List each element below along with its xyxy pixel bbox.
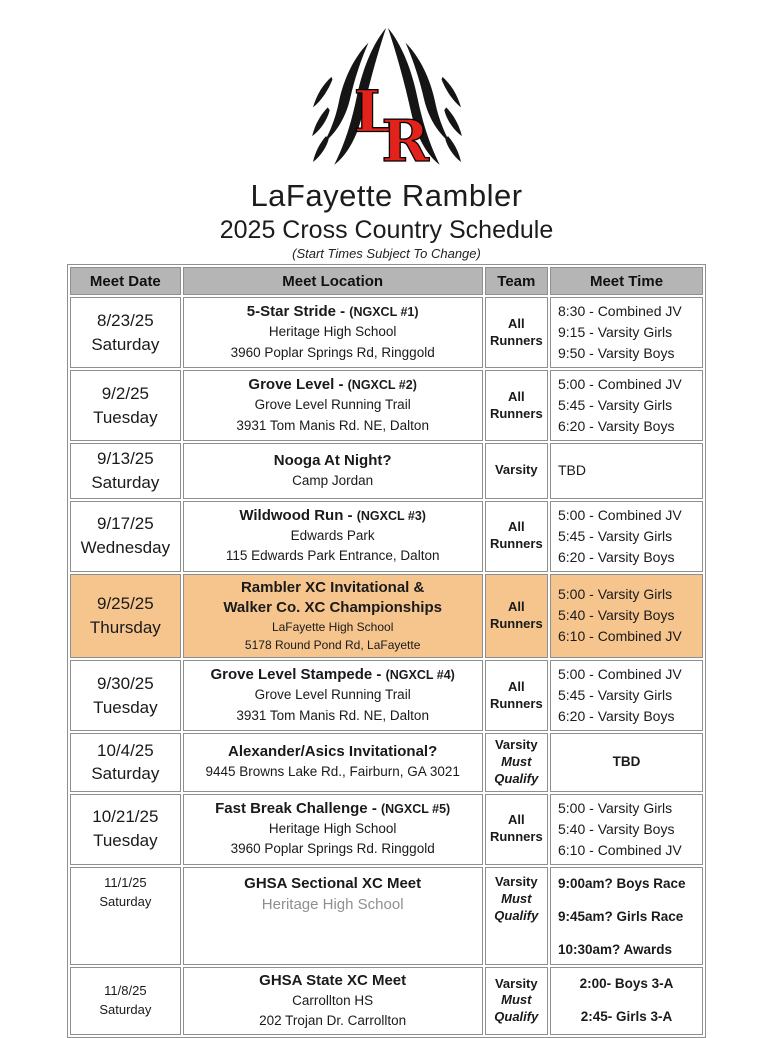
team-cell — [485, 733, 548, 792]
schedule-page — [0, 26, 773, 1029]
meet-date-cell — [70, 370, 181, 441]
table-row — [70, 297, 703, 368]
meet-location-cell — [183, 967, 483, 1036]
meet-time-cell — [550, 297, 703, 368]
header-meet-time: Meet Time — [550, 267, 703, 295]
meet-venue: Heritage High School — [261, 896, 404, 914]
meet-title: Rambler XC Invitational & — [240, 578, 425, 596]
team-label: All Runners — [489, 388, 543, 421]
meet-date-cell — [70, 501, 181, 572]
team-cell — [485, 297, 548, 368]
time-line: 6:10 - Combined JV — [558, 628, 682, 645]
meet-day: Tuesday — [93, 697, 158, 717]
meet-location-cell — [183, 370, 483, 441]
team-label: All Runners — [489, 678, 543, 711]
page-title: LaFayette Rambler — [250, 178, 523, 213]
meet-venue: Grove Level Running Trail — [254, 397, 411, 413]
meet-address: 3931 Tom Manis Rd. NE, Dalton — [236, 417, 429, 433]
header-meet-date: Meet Date — [70, 267, 181, 295]
meet-day: Tuesday — [93, 831, 158, 851]
meet-address: 9445 Browns Lake Rd., Fairburn, GA 3021 — [205, 764, 460, 780]
meet-date: 9/30/25 — [96, 673, 154, 693]
team-cell — [485, 443, 548, 499]
meet-location-cell — [183, 297, 483, 368]
meet-date-cell — [70, 574, 181, 659]
meet-venue: Camp Jordan — [292, 472, 374, 488]
team-cell — [485, 794, 548, 865]
meet-date: 8/23/25 — [96, 310, 154, 330]
time-line: 5:00 - Combined JV — [558, 376, 682, 392]
page-subtitle: 2025 Cross Country Schedule — [219, 216, 554, 244]
meet-address: 3960 Poplar Springs Rd. Ringgold — [230, 841, 435, 857]
meet-date-cell — [70, 867, 181, 965]
meet-day: Saturday — [91, 472, 160, 492]
logo-letter-r: R — [380, 107, 429, 174]
time-line: 6:20 - Varsity Boys — [558, 418, 675, 434]
meet-date: 11/8/25 — [104, 983, 147, 999]
meet-time-cell — [550, 967, 703, 1036]
meet-title: Wildwood Run - — [239, 506, 353, 524]
meet-location-cell — [183, 501, 483, 572]
header-team: Team — [485, 267, 548, 295]
meet-date-cell — [70, 733, 181, 792]
meet-title: GHSA State XC Meet — [259, 971, 407, 989]
time-line: 10:30am? Awards — [558, 942, 673, 958]
time-line: 5:00 - Varsity Girls — [558, 586, 673, 603]
table-row-highlighted — [70, 574, 703, 659]
meet-day: Saturday — [91, 334, 160, 354]
team-cell — [485, 660, 548, 731]
time-line: 2:45- Girls 3-A — [580, 1009, 673, 1025]
meet-time-cell — [550, 574, 703, 659]
meet-location-cell — [183, 574, 483, 659]
meet-tag: (NGXCL #5) — [380, 801, 451, 816]
time-line: 5:45 - Varsity Girls — [558, 527, 673, 544]
team-qualifier: Must Qualify — [494, 890, 539, 923]
table-row — [70, 660, 703, 731]
meet-date-cell — [70, 794, 181, 865]
start-times-note: (Start Times Subject To Change) — [292, 246, 481, 261]
table-row — [70, 867, 703, 965]
meet-title: Nooga At Night? — [273, 451, 392, 469]
time-line: 5:00 - Varsity Girls — [558, 799, 673, 816]
time-line: TBD — [558, 462, 586, 479]
meet-time-cell — [550, 867, 703, 965]
team-cell — [485, 501, 548, 572]
meet-title: 5-Star Stride - — [246, 303, 346, 321]
meet-location-cell — [183, 443, 483, 499]
team-label: Varsity — [494, 873, 538, 889]
meet-date-cell — [70, 660, 181, 731]
meet-location-cell — [183, 660, 483, 731]
team-cell — [485, 574, 548, 659]
team-label: All Runners — [489, 519, 543, 552]
lr-monogram — [353, 77, 429, 174]
meet-venue: Heritage High School — [268, 821, 397, 837]
meet-tag: (NGXCL #4) — [385, 668, 455, 683]
meet-address: 5178 Round Pond Rd, LaFayette — [244, 638, 421, 653]
meet-venue: Heritage High School — [268, 324, 397, 340]
meet-location-cell — [183, 867, 483, 965]
time-line: 9:45am? Girls Race — [558, 909, 684, 925]
meet-date-cell — [70, 443, 181, 499]
time-line: 5:00 - Combined JV — [558, 666, 682, 683]
time-line: 9:00am? Boys Race — [558, 875, 686, 891]
meet-tag: (NGXCL #2) — [347, 378, 417, 393]
meet-venue: LaFayette High School — [271, 620, 394, 635]
team-cell — [485, 867, 548, 965]
meet-time-cell — [550, 733, 703, 792]
meet-day: Saturday — [91, 764, 160, 784]
meet-day: Tuesday — [93, 407, 158, 427]
time-line: 5:45 - Varsity Girls — [558, 687, 673, 704]
meet-venue: Edwards Park — [290, 527, 375, 543]
meet-day: Saturday — [99, 893, 152, 909]
meet-title: Fast Break Challenge - — [215, 799, 377, 817]
meet-date-cell — [70, 967, 181, 1036]
meet-date-cell — [70, 297, 181, 368]
team-label: Varsity — [494, 737, 538, 753]
meet-date: 9/2/25 — [101, 383, 149, 403]
time-line: 9:15 - Varsity Girls — [558, 324, 673, 340]
table-row — [70, 967, 703, 1036]
table-row — [70, 501, 703, 572]
meet-address: 202 Trojan Dr. Carrollton — [259, 1013, 407, 1029]
meet-address: 3960 Poplar Springs Rd, Ringgold — [230, 344, 435, 360]
table-row — [70, 443, 703, 499]
team-label: Varsity — [494, 975, 538, 991]
meet-address: 3931 Tom Manis Rd. NE, Dalton — [236, 707, 429, 723]
meet-title: Grove Level Stampede - — [210, 666, 382, 684]
time-line: 5:45 - Varsity Girls — [558, 397, 673, 413]
meet-day: Thursday — [89, 617, 161, 637]
time-line: 5:40 - Varsity Boys — [558, 607, 675, 624]
team-label: All Runners — [489, 812, 543, 845]
meet-date: 10/4/25 — [96, 740, 154, 760]
meet-time-cell — [550, 370, 703, 441]
meet-day: Wednesday — [80, 538, 171, 558]
header-meet-location: Meet Location — [183, 267, 483, 295]
meet-date: 9/25/25 — [96, 594, 154, 614]
meet-address: 115 Edwards Park Entrance, Dalton — [225, 548, 440, 564]
meet-venue: Carrollton HS — [292, 992, 374, 1008]
meet-location-cell — [183, 794, 483, 865]
time-line: 9:50 - Varsity Boys — [558, 345, 675, 361]
team-label: All Runners — [489, 598, 543, 631]
table-row — [70, 794, 703, 865]
meet-date: 9/13/25 — [96, 449, 154, 468]
meet-day: Saturday — [99, 1001, 152, 1017]
time-line: 5:40 - Varsity Boys — [558, 820, 675, 837]
team-cell — [485, 370, 548, 441]
time-line: 2:00- Boys 3-A — [579, 976, 674, 992]
meet-tag: (NGXCL #1) — [349, 305, 419, 320]
meet-title-line2: Walker Co. XC Championships — [223, 598, 442, 616]
meet-date: 11/1/25 — [104, 874, 147, 890]
time-line: 6:10 - Combined JV — [558, 841, 682, 858]
time-line: 6:20 - Varsity Boys — [558, 548, 675, 565]
meet-location-cell — [183, 733, 483, 792]
table-row — [70, 370, 703, 441]
meet-time-cell — [550, 501, 703, 572]
meet-title: GHSA Sectional XC Meet — [244, 874, 422, 892]
meet-date: 10/21/25 — [92, 807, 159, 827]
meet-date: 9/17/25 — [96, 514, 154, 534]
meet-title: Alexander/Asics Invitational? — [228, 743, 438, 761]
meet-time-cell — [550, 660, 703, 731]
table-row — [70, 733, 703, 792]
meet-title: Grove Level - — [248, 376, 344, 394]
time-line: 6:20 - Varsity Boys — [558, 708, 675, 725]
team-qualifier: Must Qualify — [494, 753, 539, 786]
schedule-table — [67, 264, 706, 1038]
table-header-row — [70, 267, 703, 295]
time-line: 5:00 - Combined JV — [558, 506, 682, 523]
team-label: Varsity — [494, 462, 538, 478]
winged-lr-logo — [292, 26, 482, 174]
time-line: TBD — [612, 754, 641, 770]
meet-time-cell — [550, 443, 703, 499]
team-cell — [485, 967, 548, 1036]
meet-venue: Grove Level Running Trail — [254, 687, 411, 703]
meet-tag: (NGXCL #3) — [356, 508, 426, 523]
meet-time-cell — [550, 794, 703, 865]
team-label: All Runners — [489, 315, 543, 348]
team-qualifier: Must Qualify — [494, 992, 539, 1025]
logo-letter-l: L — [353, 77, 394, 146]
time-line: 8:30 - Combined JV — [558, 303, 682, 319]
